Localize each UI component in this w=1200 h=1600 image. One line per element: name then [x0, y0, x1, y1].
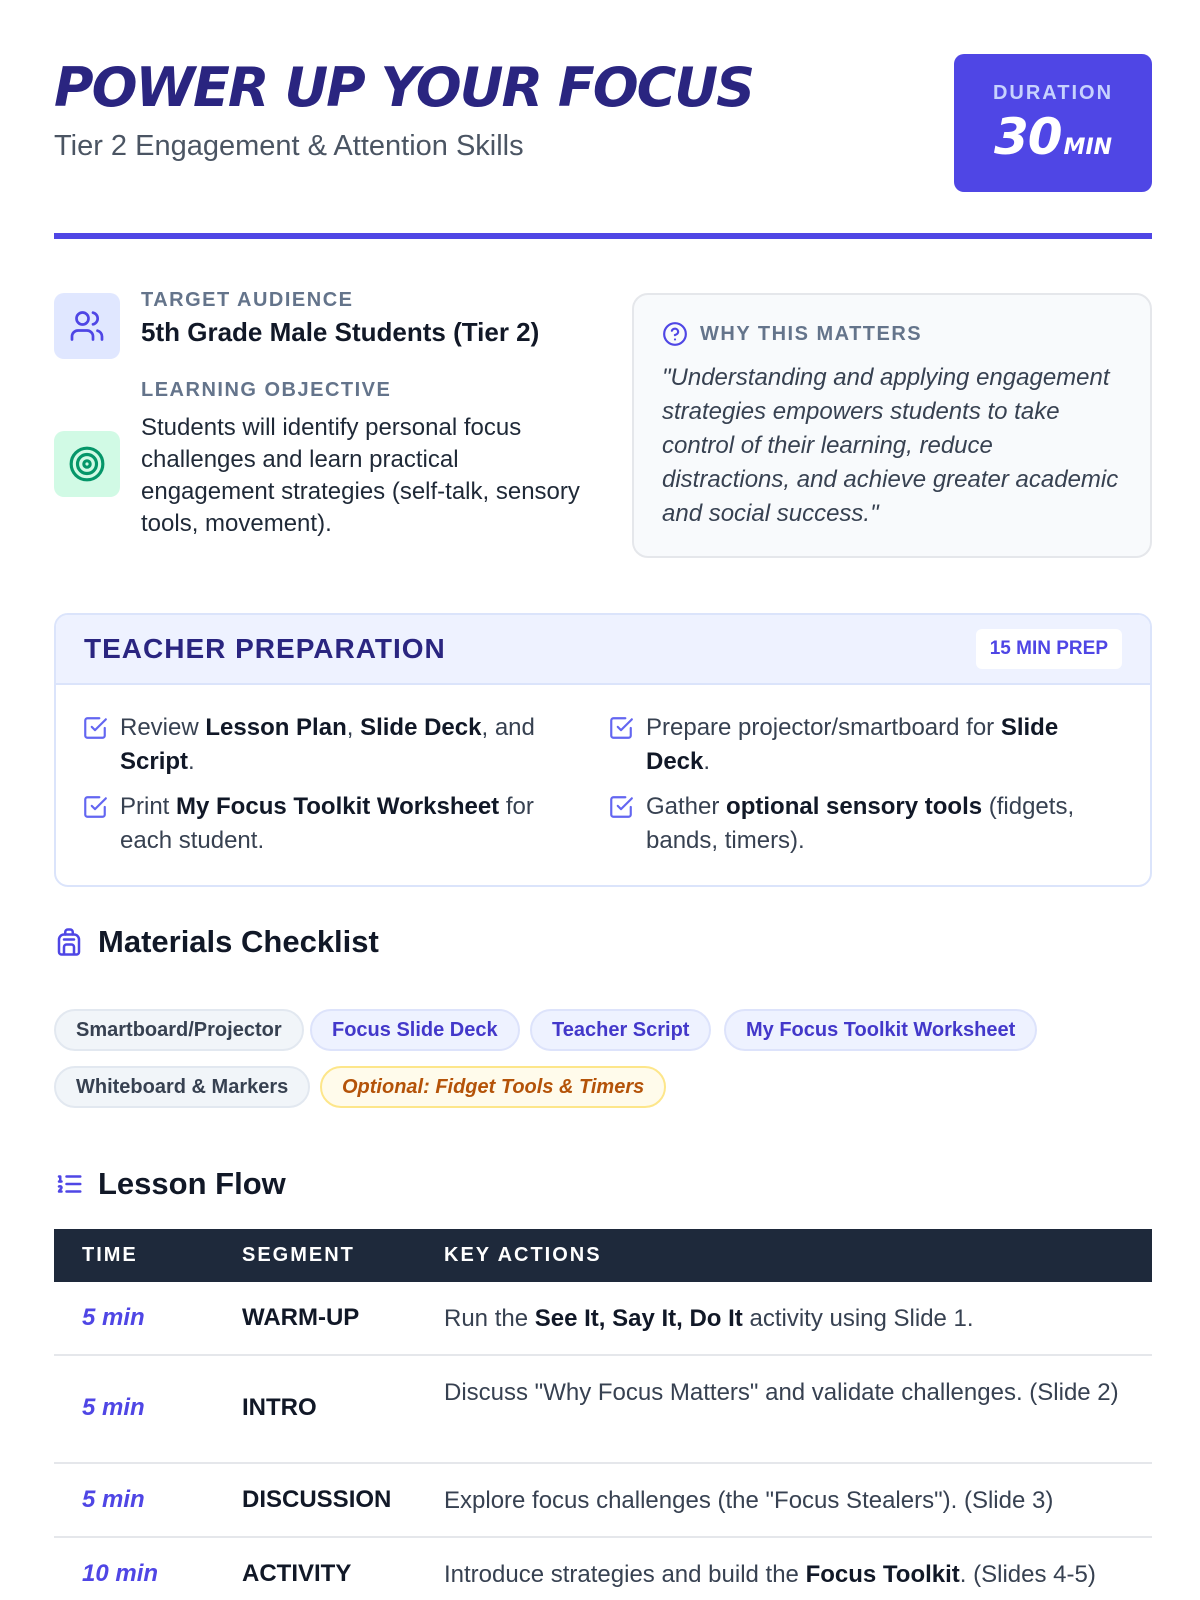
prep-item-text: Gather optional sensory tools (fidgets, bands, timers).: [646, 793, 1075, 854]
prep-item-review: [82, 711, 562, 779]
audience-label: TARGET AUDIENCE: [141, 289, 354, 311]
backpack-icon: [54, 926, 84, 958]
column-header-segment: SEGMENT: [242, 1244, 355, 1266]
table-row: [54, 1538, 1152, 1600]
row-time: 10 min: [82, 1560, 159, 1587]
material-chip: Teacher Script: [530, 1009, 711, 1051]
row-actions: Introduce strategies and build the Focus Toolkit. (Slides 4-5): [444, 1561, 1096, 1588]
checkbox-icon: [608, 794, 634, 820]
why-label: WHY THIS MATTERS: [700, 322, 923, 345]
row-segment: WARM-UP: [242, 1304, 360, 1331]
prep-item-text: Prepare projector/smartboard for Slide Deck.: [646, 714, 1059, 775]
prep-time-badge: 15 MIN PREP: [976, 629, 1122, 669]
lesson-flow-heading-text: Lesson Flow: [98, 1166, 286, 1201]
duration-badge: [954, 54, 1152, 192]
list-ordered-icon: [54, 1169, 84, 1199]
column-header-actions: KEY ACTIONS: [444, 1244, 602, 1266]
page-subtitle: Tier 2 Engagement & Attention Skills: [54, 130, 524, 162]
prep-item-text: Print My Focus Toolkit Worksheet for each student.: [120, 793, 534, 854]
target-icon: [54, 431, 120, 497]
checkbox-icon: [608, 715, 634, 741]
duration-label: DURATION: [992, 82, 1114, 104]
table-header: [54, 1229, 1152, 1282]
duration-value: [954, 109, 1152, 176]
materials-heading-text: Materials Checklist: [98, 924, 379, 959]
objective-label: LEARNING OBJECTIVE: [141, 379, 392, 401]
row-segment: ACTIVITY: [242, 1560, 352, 1587]
table-row: [54, 1356, 1152, 1464]
table-row: [54, 1282, 1152, 1356]
row-segment: INTRO: [242, 1394, 317, 1421]
row-time: 5 min: [82, 1394, 145, 1421]
users-icon: [54, 293, 120, 359]
objective-text: Students will identify personal focus challenges and learn practical engagement strategies (self-talk, sensory tools, movement).: [141, 414, 580, 537]
why-header: [662, 321, 1122, 347]
column-header-time: TIME: [82, 1244, 138, 1266]
lesson-flow-table: [54, 1229, 1152, 1600]
prep-title: TEACHER PREPARATION: [84, 633, 446, 664]
material-chip-optional: Optional: Fidget Tools & Timers: [320, 1066, 666, 1108]
checkbox-icon: [82, 794, 108, 820]
prep-item-text: Review Lesson Plan, Slide Deck, and Script.: [120, 714, 535, 775]
material-chip: Whiteboard & Markers: [54, 1066, 310, 1108]
checkbox-icon: [82, 715, 108, 741]
help-circle-icon: [662, 321, 688, 347]
row-actions: Explore focus challenges (the "Focus Stealers"). (Slide 3): [444, 1487, 1054, 1514]
duration-unit: MIN: [1063, 135, 1113, 160]
teacher-preparation-card: [54, 613, 1152, 887]
row-actions: Run the See It, Say It, Do It activity using Slide 1.: [444, 1305, 974, 1332]
prep-item-projector: [608, 711, 1088, 779]
row-segment: DISCUSSION: [242, 1486, 392, 1513]
material-chip: Focus Slide Deck: [310, 1009, 520, 1051]
header-divider: [54, 233, 1152, 239]
info-section: [54, 289, 1152, 563]
why-quote: "Understanding and applying engagement strategies empowers students to take control of their learning, reduce distractions, and achieve greater academic and social success.": [662, 364, 1119, 527]
row-time: 5 min: [82, 1304, 145, 1331]
why-this-matters-card: [632, 293, 1152, 558]
prep-item-sensory: [608, 790, 1088, 858]
table-row: [54, 1464, 1152, 1538]
prep-header: [56, 615, 1150, 685]
materials-heading: [54, 924, 379, 960]
lesson-flow-heading: [54, 1166, 286, 1202]
material-chip: My Focus Toolkit Worksheet: [724, 1009, 1037, 1051]
header: [54, 52, 1152, 192]
material-chip: Smartboard/Projector: [54, 1009, 304, 1051]
row-actions: Discuss "Why Focus Matters" and validate challenges. (Slide 2): [444, 1379, 1119, 1406]
duration-number: 30: [993, 108, 1062, 166]
row-time: 5 min: [82, 1486, 145, 1513]
prep-item-print: [82, 790, 562, 858]
audience-value: 5th Grade Male Students (Tier 2): [141, 317, 540, 347]
page-title: POWER UP YOUR FOCUS: [54, 56, 754, 119]
